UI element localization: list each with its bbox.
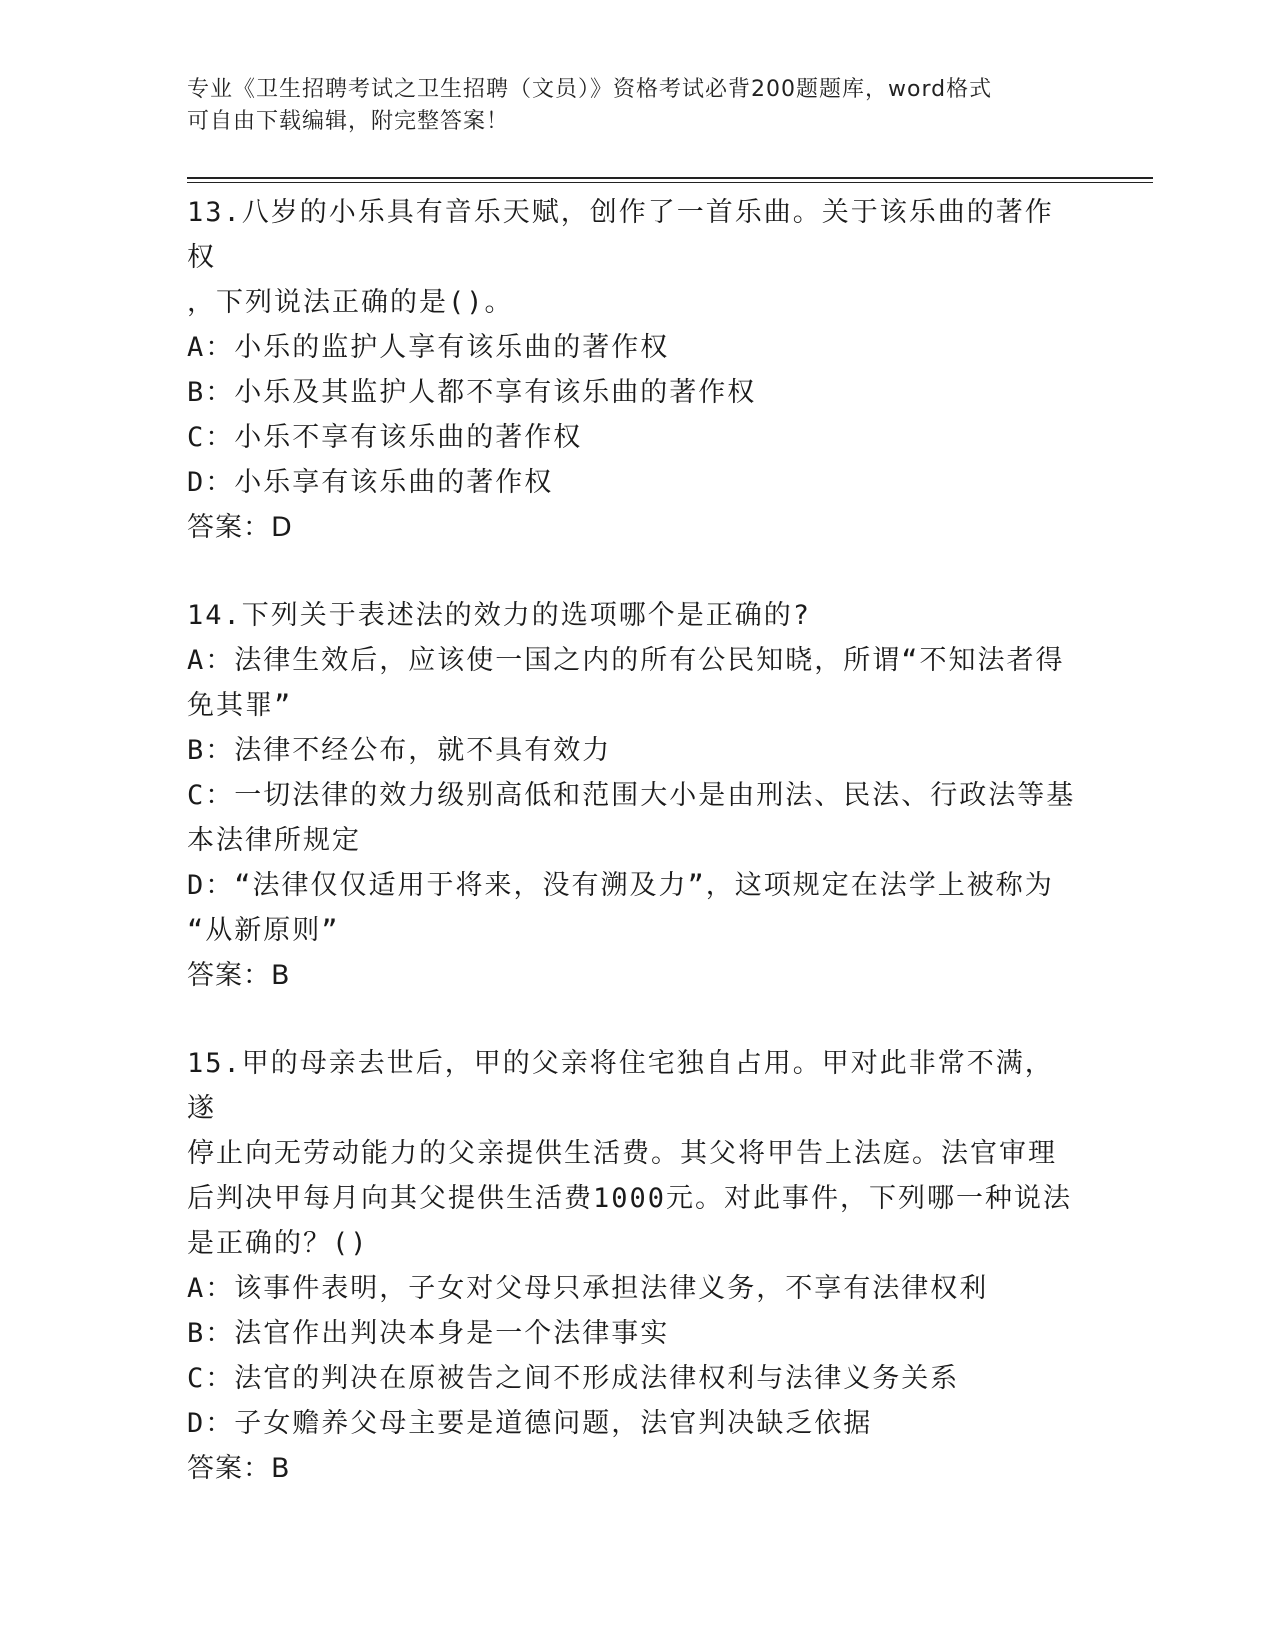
option-b: B：法官作出判决本身是一个法律事实 [187, 1318, 670, 1349]
question-stem-line: 13.八岁的小乐具有音乐天赋，创作了一首乐曲。关于该乐曲的著作权 [187, 197, 1054, 273]
document-header [187, 74, 1067, 138]
question-stem-line: 15.甲的母亲去世后，甲的父亲将住宅独自占用。甲对此非常不满，遂 [187, 1048, 1054, 1124]
question-list [187, 190, 1077, 1534]
header-divider-thick [187, 177, 1153, 179]
option-c: C：法官的判决在原被告之间不形成法律权利与法律义务关系 [187, 1363, 960, 1394]
header-title-line-2: 可自由下载编辑，附完整答案！ [187, 109, 510, 134]
option-d: D：“法律仅仅适用于将来，没有溯及力”，这项规定在法学上被称为 [187, 870, 1054, 901]
answer-line: 答案：D [187, 512, 293, 543]
question-stem-line: 是正确的？() [187, 1228, 369, 1259]
option-b: B：小乐及其监护人都不享有该乐曲的著作权 [187, 377, 757, 408]
question-stem-line: 停止向无劳动能力的父亲提供生活费。其父将甲告上法庭。法官审理 [187, 1138, 1057, 1169]
question-15 [187, 1041, 1077, 1492]
option-a: A：法律生效后，应该使一国之内的所有公民知晓，所谓“不知法者得 [187, 645, 1065, 676]
option-d: D：小乐享有该乐曲的著作权 [187, 467, 554, 498]
header-divider-thin [187, 182, 1153, 183]
header-title-line-1: 专业《卫生招聘考试之卫生招聘（文员）》资格考试必背200题题库，word格式 [187, 77, 993, 102]
option-c: C：小乐不享有该乐曲的著作权 [187, 422, 583, 453]
question-stem-line: 后判决甲每月向其父提供生活费1000元。对此事件，下列哪一种说法 [187, 1183, 1073, 1214]
question-stem-line: 14.下列关于表述法的效力的选项哪个是正确的? [187, 600, 812, 631]
answer-line: 答案：B [187, 1453, 291, 1484]
question-13 [187, 190, 1077, 551]
question-14 [187, 593, 1077, 999]
option-d-continued: “从新原则” [187, 915, 340, 946]
option-d: D：子女赡养父母主要是道德问题，法官判决缺乏依据 [187, 1408, 873, 1439]
option-a-continued: 免其罪” [187, 690, 293, 721]
option-b: B：法律不经公布，就不具有效力 [187, 735, 612, 766]
option-a: A：小乐的监护人享有该乐曲的著作权 [187, 332, 670, 363]
option-c: C：一切法律的效力级别高低和范围大小是由刑法、民法、行政法等基 [187, 780, 1076, 811]
option-c-continued: 本法律所规定 [187, 825, 361, 856]
question-stem-line: ，下列说法正确的是()。 [187, 287, 514, 318]
option-a: A：该事件表明，子女对父母只承担法律义务，不享有法律权利 [187, 1273, 989, 1304]
answer-line: 答案：B [187, 960, 291, 991]
